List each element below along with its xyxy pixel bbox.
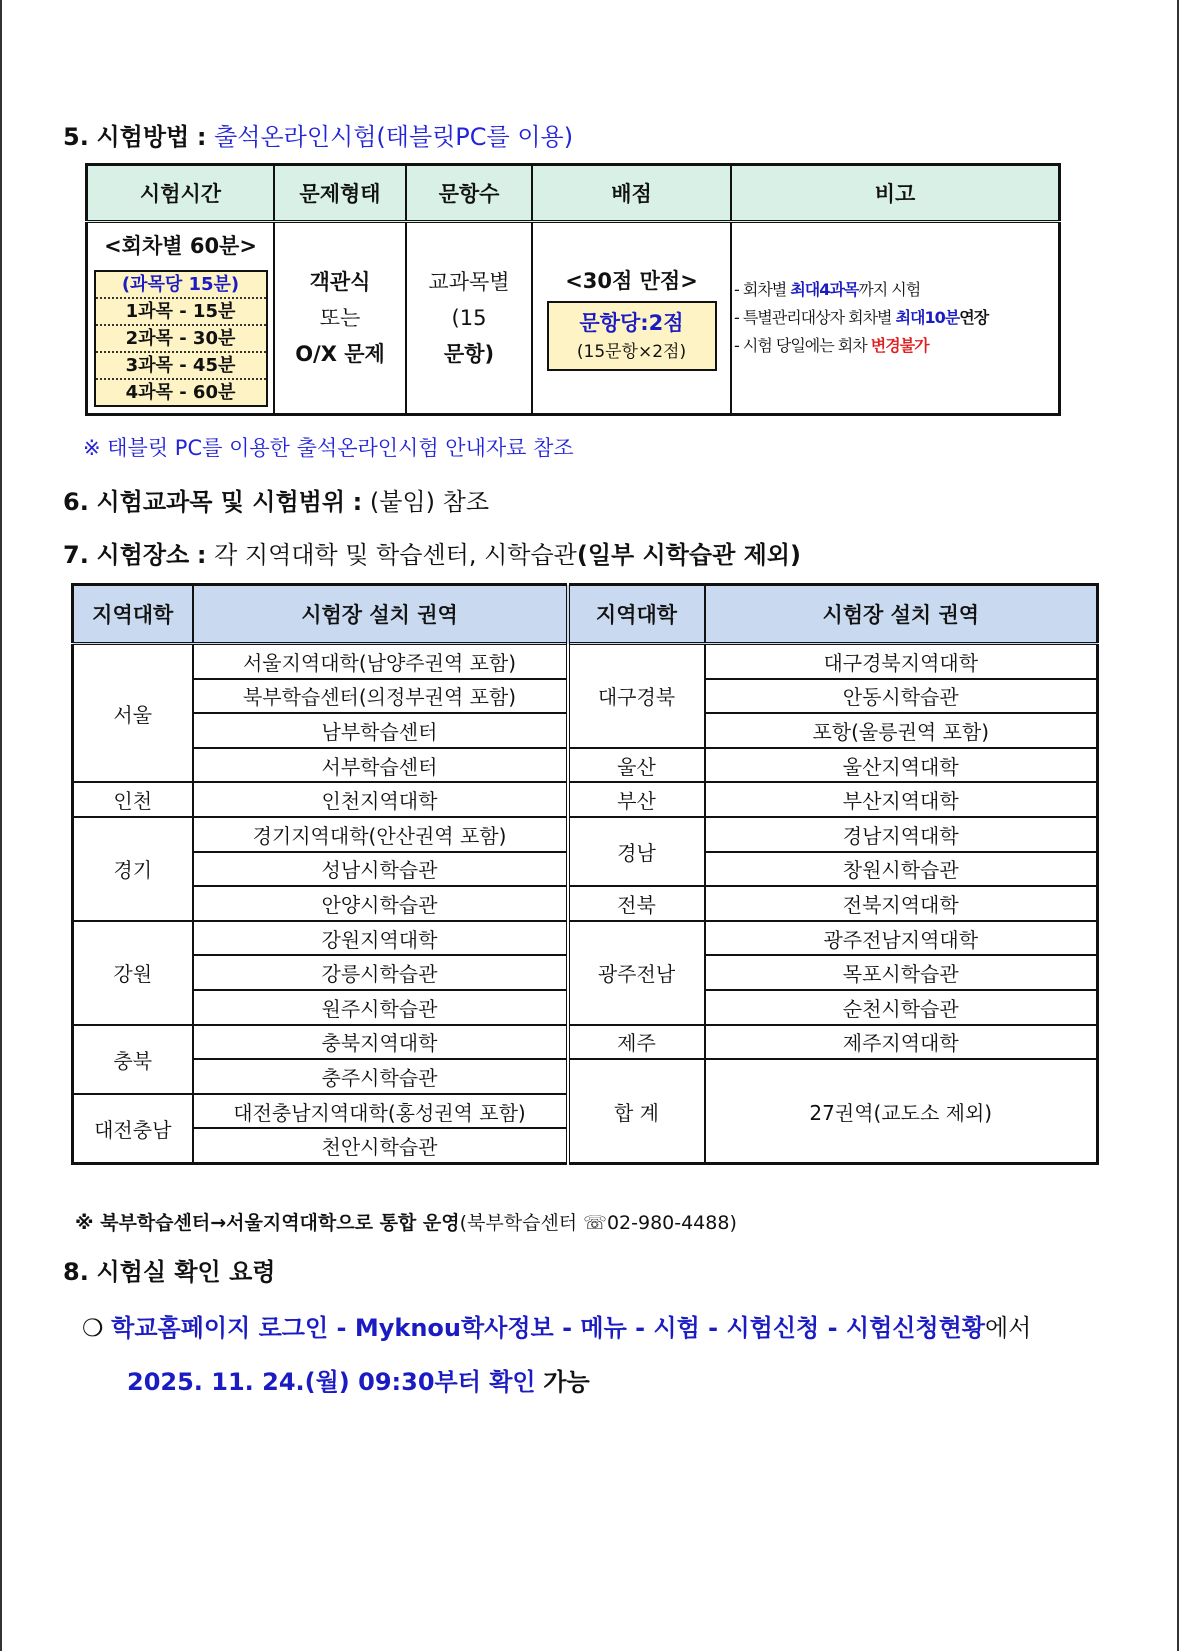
site-cell: 27권역(교도소 제외) <box>705 1059 1098 1163</box>
section8-end: 가능 <box>543 1368 590 1396</box>
section5-title: 시험방법 <box>96 123 190 151</box>
type-cell <box>274 222 406 415</box>
section8-suffix: 에서 <box>985 1314 1032 1342</box>
section5-colon: : <box>196 123 207 151</box>
section7-heading <box>63 535 801 570</box>
table-row <box>73 921 1098 956</box>
time-cell <box>87 222 275 415</box>
region-cell: 광주전남 <box>568 921 705 1025</box>
section7-title: 시험장소 <box>96 541 190 569</box>
table-row <box>73 748 1098 783</box>
section8-title: 시험실 확인 요령 <box>96 1258 276 1286</box>
table-header-row <box>73 585 1098 644</box>
time-row: 3과목 - 45분 <box>96 353 266 380</box>
site-cell: 포항(울릉권역 포함) <box>705 713 1098 748</box>
region-cell: 전북 <box>568 886 705 921</box>
region-cell: 강원 <box>73 921 193 1025</box>
section7-bold-text: (일부 시학습관 제외) <box>576 541 801 569</box>
note-line <box>734 332 1057 360</box>
site-cell: 순천시학습관 <box>705 990 1098 1025</box>
region-cell: 제주 <box>568 1025 705 1060</box>
table-row <box>87 222 1060 415</box>
score-box <box>547 301 717 371</box>
note-highlight: 최대10분 <box>895 308 960 327</box>
site-cell: 강원지역대학 <box>193 921 568 956</box>
section6-text: (붙임) 참조 <box>369 488 490 516</box>
site-cell: 부산지역대학 <box>705 782 1098 817</box>
site-cell: 제주지역대학 <box>705 1025 1098 1060</box>
note-highlight: 최대4과목 <box>790 280 859 299</box>
region-cell: 대전충남 <box>73 1094 193 1164</box>
note-text: 연장 <box>959 308 989 327</box>
table2-note <box>75 1208 737 1235</box>
type-line: 객관식 <box>309 270 371 294</box>
section6-heading <box>63 482 489 517</box>
region-cell: 울산 <box>568 748 705 783</box>
bullet-icon: ❍ <box>82 1314 104 1342</box>
section7-colon: : <box>196 541 207 569</box>
time-title: <회차별 60분> <box>104 233 257 258</box>
time-row: 2과목 - 30분 <box>96 326 266 353</box>
count-line: 문항) <box>443 342 495 366</box>
header-site-right: 시험장 설치 권역 <box>705 585 1098 644</box>
time-row: (과목당 15분) <box>96 272 266 299</box>
type-line: O/X 문제 <box>295 342 385 366</box>
site-cell: 서부학습센터 <box>193 748 568 783</box>
table-row <box>73 1059 1098 1094</box>
section6-number: 6. <box>63 488 89 516</box>
site-cell: 창원시학습관 <box>705 852 1098 887</box>
site-cell: 인천지역대학 <box>193 782 568 817</box>
site-cell: 원주시학습관 <box>193 990 568 1025</box>
site-cell: 서울지역대학(남양주권역 포함) <box>193 644 568 679</box>
score-cell <box>532 222 731 415</box>
section7-text: 각 지역대학 및 학습센터, 시학습관 <box>214 541 577 569</box>
note-text: - 특별관리대상자 회차별 <box>734 308 896 327</box>
note-line <box>734 276 1057 304</box>
site-cell: 성남시학습관 <box>193 852 568 887</box>
header-time: 시험시간 <box>87 165 275 222</box>
table-row <box>73 1025 1098 1060</box>
region-cell: 합 계 <box>568 1059 705 1163</box>
count-line: 교과목별 (15 <box>428 270 510 330</box>
region-cell: 충북 <box>73 1025 193 1094</box>
note-cell <box>731 222 1060 415</box>
score-sub: (15문항×2점) <box>576 342 687 362</box>
section5-number: 5. <box>63 123 89 151</box>
table-row <box>73 644 1098 679</box>
table1-note: ※ 태블릿 PC를 이용한 출석온라인시험 안내자료 참조 <box>83 436 574 460</box>
region-cell: 부산 <box>568 782 705 817</box>
section8-path: 학교홈페이지 로그인 - Myknou학사정보 - 메뉴 - 시험 - 시험신청 - 시험신청현황 <box>111 1314 985 1342</box>
header-count: 문항수 <box>406 165 532 222</box>
time-row: 4과목 - 60분 <box>125 381 236 403</box>
section8-line1 <box>82 1308 1031 1343</box>
count-cell <box>406 222 532 415</box>
site-cell: 북부학습센터(의정부권역 포함) <box>193 679 568 714</box>
header-site-left: 시험장 설치 권역 <box>193 585 568 644</box>
table2-note-bold: ※ 북부학습센터→서울지역대학으로 통합 운영 <box>75 1212 460 1234</box>
site-cell: 경남지역대학 <box>705 817 1098 852</box>
region-cell: 인천 <box>73 782 193 817</box>
site-cell: 안양시학습관 <box>193 886 568 921</box>
site-cell: 목포시학습관 <box>705 955 1098 990</box>
region-cell: 경남 <box>568 817 705 886</box>
region-cell: 대구경북 <box>568 644 705 748</box>
section6-colon: : <box>352 488 363 516</box>
site-cell: 남부학습센터 <box>193 713 568 748</box>
score-main: 문항당:2점 <box>579 311 684 335</box>
table-header-row <box>87 165 1060 222</box>
note-text: 까지 시험 <box>858 280 921 299</box>
score-title: <30점 만점> <box>565 269 698 293</box>
header-score: 배점 <box>532 165 731 222</box>
site-cell: 전북지역대학 <box>705 886 1098 921</box>
site-cell: 울산지역대학 <box>705 748 1098 783</box>
table-row <box>73 817 1098 852</box>
note-line <box>734 304 1057 332</box>
table-row <box>73 782 1098 817</box>
header-region-left: 지역대학 <box>73 585 193 644</box>
exam-method-table <box>85 163 1061 416</box>
header-note: 비고 <box>731 165 1060 222</box>
site-cell: 강릉시학습관 <box>193 955 568 990</box>
site-cell: 대구경북지역대학 <box>705 644 1098 679</box>
section8-date: 2025. 11. 24.(월) 09:30부터 확인 <box>127 1368 536 1396</box>
exam-location-table <box>71 583 1099 1165</box>
region-cell: 경기 <box>73 817 193 921</box>
section8-number: 8. <box>63 1258 89 1286</box>
table2-note-normal: (북부학습센터 ☏02-980-4488) <box>459 1212 737 1234</box>
section7-number: 7. <box>63 541 89 569</box>
type-line: 또는 <box>319 306 361 330</box>
note-text: - 시험 당일에는 회차 <box>734 336 871 355</box>
site-cell: 천안시학습관 <box>193 1128 568 1163</box>
table-row <box>73 886 1098 921</box>
note-text: - 회차별 <box>734 280 791 299</box>
site-cell: 충북지역대학 <box>193 1025 568 1060</box>
site-cell: 경기지역대학(안산권역 포함) <box>193 817 568 852</box>
section6-title: 시험교과목 및 시험범위 <box>96 488 346 516</box>
region-cell: 서울 <box>73 644 193 783</box>
section8-line2 <box>127 1362 590 1397</box>
note-highlight: 변경불가 <box>870 336 929 355</box>
section5-heading <box>63 117 573 152</box>
site-cell: 대전충남지역대학(홍성권역 포함) <box>193 1094 568 1129</box>
site-cell: 안동시학습관 <box>705 679 1098 714</box>
time-box <box>94 270 268 407</box>
site-cell: 광주전남지역대학 <box>705 921 1098 956</box>
section8-heading <box>63 1252 275 1287</box>
time-row: 1과목 - 15분 <box>96 299 266 326</box>
page-border-left <box>0 0 2 1651</box>
section5-method: 출석온라인시험(태블릿PC를 이용) <box>214 123 574 151</box>
header-type: 문제형태 <box>274 165 406 222</box>
site-cell: 충주시학습관 <box>193 1059 568 1094</box>
header-region-right: 지역대학 <box>568 585 705 644</box>
